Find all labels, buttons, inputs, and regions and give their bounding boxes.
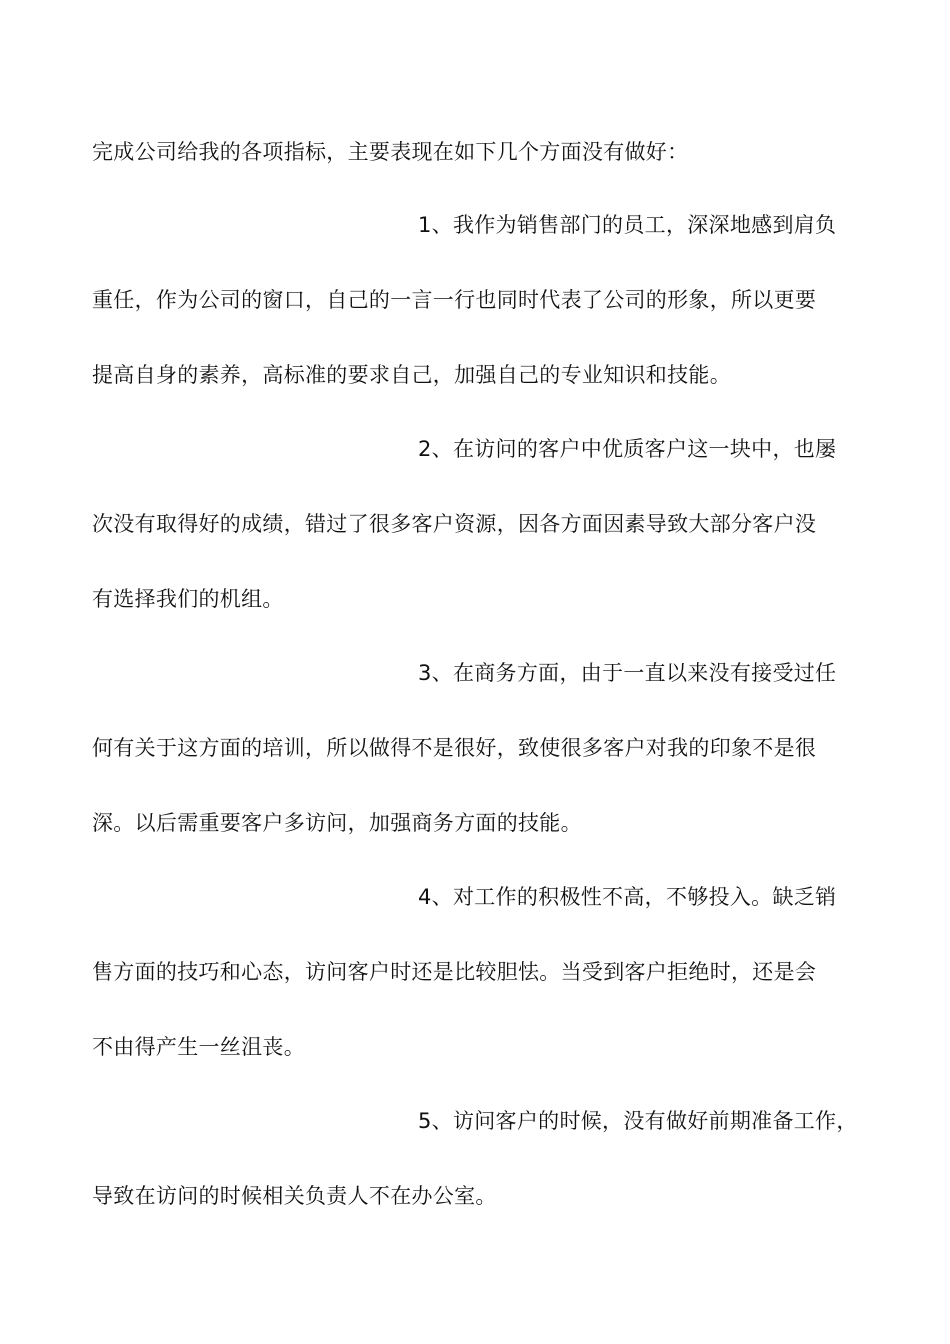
text-line: 深。以后需重要客户多访问，加强商务方面的技能。 bbox=[92, 811, 582, 835]
text-line: 导致在访问的时候相关负责人不在办公室。 bbox=[92, 1184, 497, 1208]
text-line-item-1: 1、我作为销售部门的员工，深深地感到肩负 bbox=[418, 213, 837, 237]
text-line: 次没有取得好的成绩，错过了很多客户资源，因各方面因素导致大部分客户没 bbox=[92, 512, 817, 536]
text-line-item-5: 5、访问客户的时候，没有做好前期准备工作， bbox=[418, 1109, 858, 1133]
text-line: 完成公司给我的各项指标，主要表现在如下几个方面没有做好： bbox=[92, 140, 689, 164]
text-line: 何有关于这方面的培训，所以做得不是很好，致使很多客户对我的印象不是很 bbox=[92, 736, 817, 760]
text-line: 有选择我们的机组。 bbox=[92, 587, 284, 611]
text-line: 提高自身的素养，高标准的要求自己，加强自己的专业知识和技能。 bbox=[92, 363, 731, 387]
text-line: 售方面的技巧和心态，访问客户时还是比较胆怯。当受到客户拒绝时，还是会 bbox=[92, 960, 817, 984]
text-line: 不由得产生一丝沮丧。 bbox=[92, 1035, 305, 1059]
text-line: 重任，作为公司的窗口，自己的一言一行也同时代表了公司的形象，所以更要 bbox=[92, 288, 817, 312]
text-line-item-4: 4、对工作的积极性不高，不够投入。缺乏销 bbox=[418, 885, 837, 909]
text-line-item-2: 2、在访问的客户中优质客户这一块中，也屡 bbox=[418, 437, 837, 461]
text-line-item-3: 3、在商务方面，由于一直以来没有接受过任 bbox=[418, 661, 837, 685]
